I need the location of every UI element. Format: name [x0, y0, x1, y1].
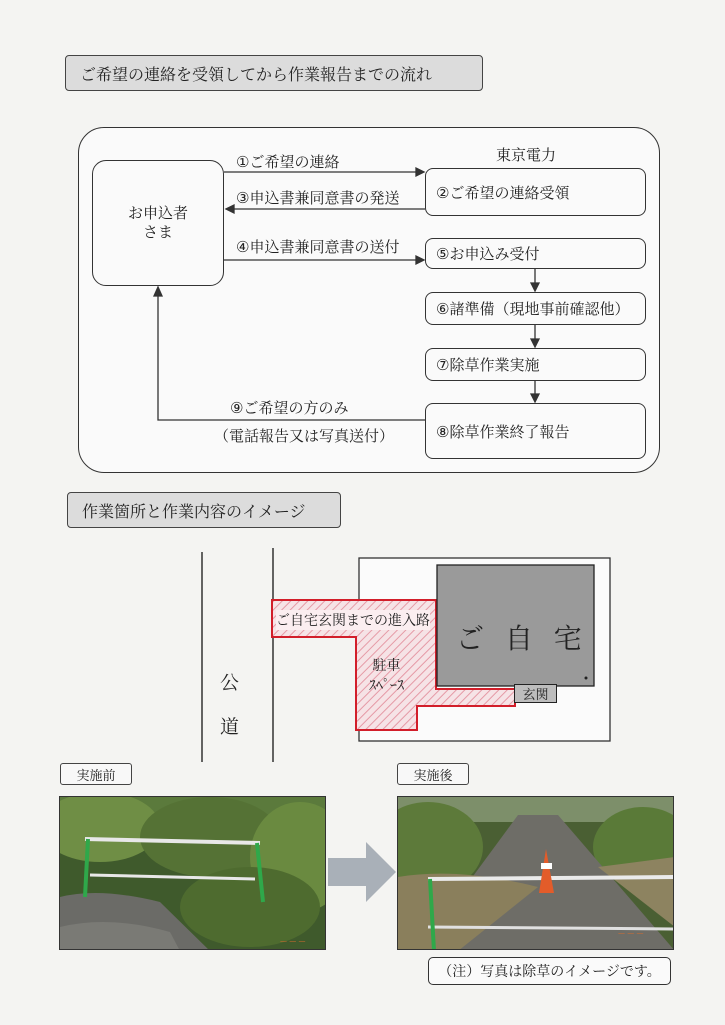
before-photo: [59, 796, 326, 950]
after-caption: [397, 763, 469, 785]
svg-text:— — —: — — —: [280, 937, 306, 945]
step-3-label: ③申込書兼同意書の発送: [236, 189, 400, 207]
section-title-image-text: 作業箇所と作業内容のイメージ: [82, 501, 306, 521]
step-6-text: ⑥諸準備（現地事前確認他）: [436, 300, 630, 318]
step-8-text: ⑧除草作業終了報告: [436, 422, 570, 441]
photo-note: [428, 957, 671, 985]
step-9-note: （電話報告又は写真送付）: [214, 427, 395, 445]
road-label-2: 道: [220, 716, 240, 738]
after-caption-text: 実施後: [413, 768, 453, 784]
arrow-right-icon: [328, 842, 398, 902]
step-7-text: ⑦除草作業実施: [436, 356, 540, 374]
step-4-label: ④申込書兼同意書の送付: [236, 238, 400, 256]
entrance-label: [514, 684, 557, 703]
step-2-text: ②ご希望の連絡受領: [436, 183, 570, 202]
company-label: 東京電力: [496, 146, 557, 164]
before-caption: [60, 763, 132, 785]
photo-note-text: （注）写真は除草のイメージです。: [438, 964, 661, 980]
section-title-flow-text: ご希望の連絡を受領してから作業報告までの流れ: [80, 64, 433, 84]
customer-label-1: お申込者: [127, 204, 188, 222]
customer-label-2: さま: [142, 223, 173, 241]
step-9-label: ⑨ご希望の方のみ: [230, 399, 349, 417]
road-label-1: 公: [220, 672, 240, 694]
entrance-label-text: 玄関: [522, 688, 549, 703]
before-caption-text: 実施前: [76, 768, 116, 784]
step-5-text: ⑤お申込み受付: [436, 245, 540, 263]
after-photo: [397, 796, 674, 950]
path-label: ご自宅玄関までの進入路: [276, 610, 430, 630]
parking-label-2: ｽﾍﾟｰｽ: [369, 678, 404, 694]
step-1-label: ①ご希望の連絡: [236, 153, 340, 171]
svg-text:— — —: — — —: [618, 929, 644, 937]
parking-label-1: 駐車: [372, 658, 401, 674]
parking-label: [356, 656, 417, 696]
house-label: ご 自 宅: [456, 622, 588, 655]
